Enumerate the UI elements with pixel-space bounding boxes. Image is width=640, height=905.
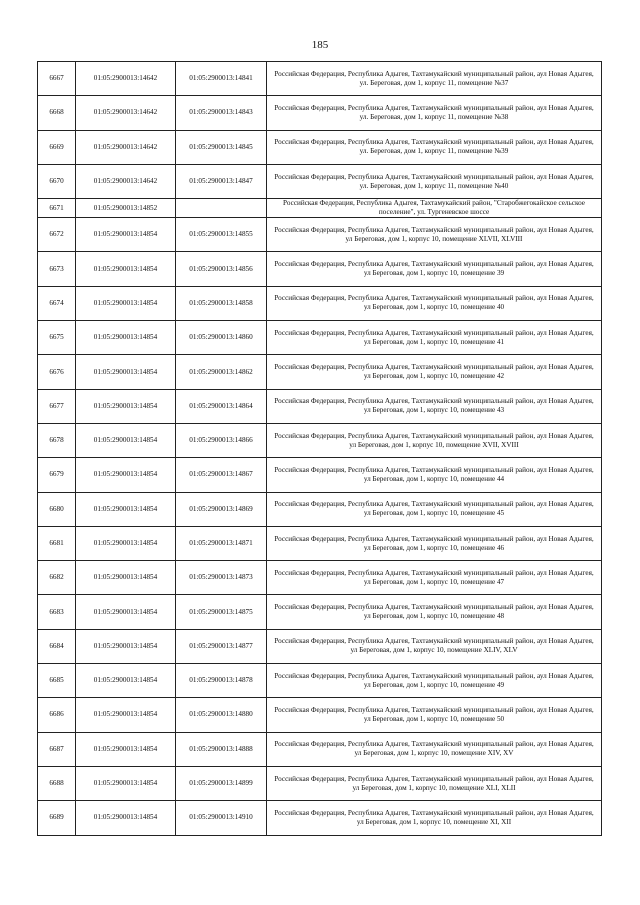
parent-cadastral-cell: 01:05:2900013:14852	[76, 199, 176, 218]
parent-cadastral-cell: 01:05:2900013:14854	[76, 321, 176, 355]
parent-cadastral-cell: 01:05:2900013:14854	[76, 801, 176, 835]
row-number-cell: 6684	[38, 629, 76, 663]
address-cell: Российская Федерация, Республика Адыгея, Тахтамукайский муниципальный район, аул Новая Адыгея, ул. Береговая, дом 1, корпус 11, помещение №40	[267, 164, 602, 198]
parent-cadastral-cell: 01:05:2900013:14854	[76, 766, 176, 800]
row-number-cell: 6676	[38, 355, 76, 389]
address-cell: Российская Федерация, Республика Адыгея, Тахтамукайский муниципальный район, аул Новая Адыгея, ул. Береговая, дом 1, корпус 11, помещение №39	[267, 130, 602, 164]
table-row	[38, 526, 602, 560]
row-number-cell: 6673	[38, 252, 76, 286]
table-row	[38, 423, 602, 457]
table-row	[38, 664, 602, 698]
table-row	[38, 801, 602, 835]
cadastral-number-cell: 01:05:2900013:14871	[176, 526, 267, 560]
table-row	[38, 252, 602, 286]
parent-cadastral-cell: 01:05:2900013:14854	[76, 526, 176, 560]
cadastral-number-cell: 01:05:2900013:14855	[176, 218, 267, 252]
address-cell: Российская Федерация, Республика Адыгея, Тахтамукайский муниципальный район, аул Новая Адыгея, ул Береговая, дом 1, корпус 10, помещение XLVII, XLVIII	[267, 218, 602, 252]
address-cell: Российская Федерация, Республика Адыгея, Тахтамукайский муниципальный район, аул Новая Адыгея, ул Береговая, дом 1, корпус 10, помещение XLI, XLII	[267, 766, 602, 800]
row-number-cell: 6672	[38, 218, 76, 252]
cadastral-number-cell: 01:05:2900013:14910	[176, 801, 267, 835]
row-number-cell: 6686	[38, 698, 76, 732]
cadastral-number-cell: 01:05:2900013:14864	[176, 389, 267, 423]
parent-cadastral-cell: 01:05:2900013:14854	[76, 218, 176, 252]
address-cell: Российская Федерация, Республика Адыгея, Тахтамукайский муниципальный район, аул Новая Адыгея, ул Береговая, дом 1, корпус 10, помещение 39	[267, 252, 602, 286]
row-number-cell: 6683	[38, 595, 76, 629]
address-cell: Российская Федерация, Республика Адыгея, Тахтамукайский муниципальный район, аул Новая Адыгея, ул Береговая, дом 1, корпус 10, помещение 45	[267, 492, 602, 526]
cadastral-number-cell: 01:05:2900013:14858	[176, 286, 267, 320]
parent-cadastral-cell: 01:05:2900013:14854	[76, 595, 176, 629]
cadastral-number-cell: 01:05:2900013:14878	[176, 664, 267, 698]
row-number-cell: 6689	[38, 801, 76, 835]
cadastral-number-cell: 01:05:2900013:14888	[176, 732, 267, 766]
table-row	[38, 96, 602, 130]
row-number-cell: 6688	[38, 766, 76, 800]
parent-cadastral-cell: 01:05:2900013:14854	[76, 355, 176, 389]
table-row	[38, 218, 602, 252]
row-number-cell: 6681	[38, 526, 76, 560]
row-number-cell: 6679	[38, 458, 76, 492]
parent-cadastral-cell: 01:05:2900013:14854	[76, 389, 176, 423]
address-cell: Российская Федерация, Республика Адыгея, Тахтамукайский муниципальный район, аул Новая Адыгея, ул Береговая, дом 1, корпус 10, помещение XLIV, XLV	[267, 629, 602, 663]
cadastral-number-cell: 01:05:2900013:14862	[176, 355, 267, 389]
address-cell: Российская Федерация, Республика Адыгея, Тахтамукайский муниципальный район, аул Новая Адыгея, ул Береговая, дом 1, корпус 10, помещение XVII, XVIII	[267, 423, 602, 457]
cadastral-number-cell: 01:05:2900013:14866	[176, 423, 267, 457]
cadastral-number-cell: 01:05:2900013:14843	[176, 96, 267, 130]
cadastral-number-cell: 01:05:2900013:14860	[176, 321, 267, 355]
table-row	[38, 561, 602, 595]
table-row	[38, 595, 602, 629]
address-cell: Российская Федерация, Республика Адыгея, Тахтамукайский муниципальный район, аул Новая Адыгея, ул Береговая, дом 1, корпус 10, помещение XIV, XV	[267, 732, 602, 766]
table-row	[38, 766, 602, 800]
table-row	[38, 732, 602, 766]
cadastral-number-cell: 01:05:2900013:14841	[176, 62, 267, 96]
address-cell: Российская Федерация, Республика Адыгея, Тахтамукайский муниципальный район, аул Новая Адыгея, ул Береговая, дом 1, корпус 10, помещение 43	[267, 389, 602, 423]
parent-cadastral-cell: 01:05:2900013:14642	[76, 164, 176, 198]
parent-cadastral-cell: 01:05:2900013:14642	[76, 62, 176, 96]
cadastral-number-cell	[176, 199, 267, 218]
row-number-cell: 6668	[38, 96, 76, 130]
parent-cadastral-cell: 01:05:2900013:14854	[76, 698, 176, 732]
table-row	[38, 629, 602, 663]
parent-cadastral-cell: 01:05:2900013:14854	[76, 423, 176, 457]
table-row	[38, 458, 602, 492]
table-row	[38, 321, 602, 355]
row-number-cell: 6669	[38, 130, 76, 164]
row-number-cell: 6687	[38, 732, 76, 766]
parent-cadastral-cell: 01:05:2900013:14854	[76, 732, 176, 766]
address-cell: Российская Федерация, Республика Адыгея, Тахтамукайский муниципальный район, аул Новая Адыгея, ул. Береговая, дом 1, корпус 11, помещение №38	[267, 96, 602, 130]
address-cell: Российская Федерация, Республика Адыгея, Тахтамукайский муниципальный район, аул Новая Адыгея, ул Береговая, дом 1, корпус 10, помещение 48	[267, 595, 602, 629]
table-row	[38, 286, 602, 320]
parent-cadastral-cell: 01:05:2900013:14854	[76, 629, 176, 663]
cadastral-number-cell: 01:05:2900013:14847	[176, 164, 267, 198]
row-number-cell: 6670	[38, 164, 76, 198]
parent-cadastral-cell: 01:05:2900013:14642	[76, 96, 176, 130]
table-row	[38, 199, 602, 218]
address-cell: Российская Федерация, Республика Адыгея, Тахтамукайский муниципальный район, аул Новая Адыгея, ул Береговая, дом 1, корпус 10, помещение 49	[267, 664, 602, 698]
table-row	[38, 492, 602, 526]
parent-cadastral-cell: 01:05:2900013:14854	[76, 286, 176, 320]
table-row	[38, 355, 602, 389]
registry-table	[37, 61, 602, 836]
table-row	[38, 62, 602, 96]
table-row	[38, 698, 602, 732]
table-row	[38, 130, 602, 164]
address-cell: Российская Федерация, Республика Адыгея, Тахтамукайский муниципальный район, аул Новая Адыгея, ул Береговая, дом 1, корпус 10, помещение 46	[267, 526, 602, 560]
cadastral-number-cell: 01:05:2900013:14899	[176, 766, 267, 800]
parent-cadastral-cell: 01:05:2900013:14642	[76, 130, 176, 164]
address-cell: Российская Федерация, Республика Адыгея, Тахтамукайский район, "Старобжегокайское сельское поселение", ул. Тургеневское шоссе	[267, 199, 602, 218]
cadastral-number-cell: 01:05:2900013:14880	[176, 698, 267, 732]
cadastral-number-cell: 01:05:2900013:14873	[176, 561, 267, 595]
address-cell: Российская Федерация, Республика Адыгея, Тахтамукайский муниципальный район, аул Новая Адыгея, ул Береговая, дом 1, корпус 10, помещение 50	[267, 698, 602, 732]
cadastral-number-cell: 01:05:2900013:14869	[176, 492, 267, 526]
row-number-cell: 6675	[38, 321, 76, 355]
parent-cadastral-cell: 01:05:2900013:14854	[76, 458, 176, 492]
address-cell: Российская Федерация, Республика Адыгея, Тахтамукайский муниципальный район, аул Новая Адыгея, ул Береговая, дом 1, корпус 10, помещение 42	[267, 355, 602, 389]
row-number-cell: 6677	[38, 389, 76, 423]
cadastral-number-cell: 01:05:2900013:14856	[176, 252, 267, 286]
row-number-cell: 6678	[38, 423, 76, 457]
cadastral-number-cell: 01:05:2900013:14875	[176, 595, 267, 629]
parent-cadastral-cell: 01:05:2900013:14854	[76, 561, 176, 595]
row-number-cell: 6685	[38, 664, 76, 698]
table-row	[38, 164, 602, 198]
page-number: 185	[311, 39, 329, 51]
table-row	[38, 389, 602, 423]
address-cell: Российская Федерация, Республика Адыгея, Тахтамукайский муниципальный район, аул Новая Адыгея, ул Береговая, дом 1, корпус 10, помещение 44	[267, 458, 602, 492]
cadastral-number-cell: 01:05:2900013:14845	[176, 130, 267, 164]
cadastral-number-cell: 01:05:2900013:14877	[176, 629, 267, 663]
parent-cadastral-cell: 01:05:2900013:14854	[76, 252, 176, 286]
row-number-cell: 6671	[38, 199, 76, 218]
parent-cadastral-cell: 01:05:2900013:14854	[76, 664, 176, 698]
row-number-cell: 6674	[38, 286, 76, 320]
address-cell: Российская Федерация, Республика Адыгея, Тахтамукайский муниципальный район, аул Новая Адыгея, ул Береговая, дом 1, корпус 10, помещение XI, XII	[267, 801, 602, 835]
registry-body	[38, 62, 602, 836]
parent-cadastral-cell: 01:05:2900013:14854	[76, 492, 176, 526]
row-number-cell: 6680	[38, 492, 76, 526]
address-cell: Российская Федерация, Республика Адыгея, Тахтамукайский муниципальный район, аул Новая Адыгея, ул. Береговая, дом 1, корпус 11, помещение №37	[267, 62, 602, 96]
row-number-cell: 6667	[38, 62, 76, 96]
row-number-cell: 6682	[38, 561, 76, 595]
address-cell: Российская Федерация, Республика Адыгея, Тахтамукайский муниципальный район, аул Новая Адыгея, ул Береговая, дом 1, корпус 10, помещение 47	[267, 561, 602, 595]
address-cell: Российская Федерация, Республика Адыгея, Тахтамукайский муниципальный район, аул Новая Адыгея, ул Береговая, дом 1, корпус 10, помещение 40	[267, 286, 602, 320]
cadastral-number-cell: 01:05:2900013:14867	[176, 458, 267, 492]
address-cell: Российская Федерация, Республика Адыгея, Тахтамукайский муниципальный район, аул Новая Адыгея, ул Береговая, дом 1, корпус 10, помещение 41	[267, 321, 602, 355]
